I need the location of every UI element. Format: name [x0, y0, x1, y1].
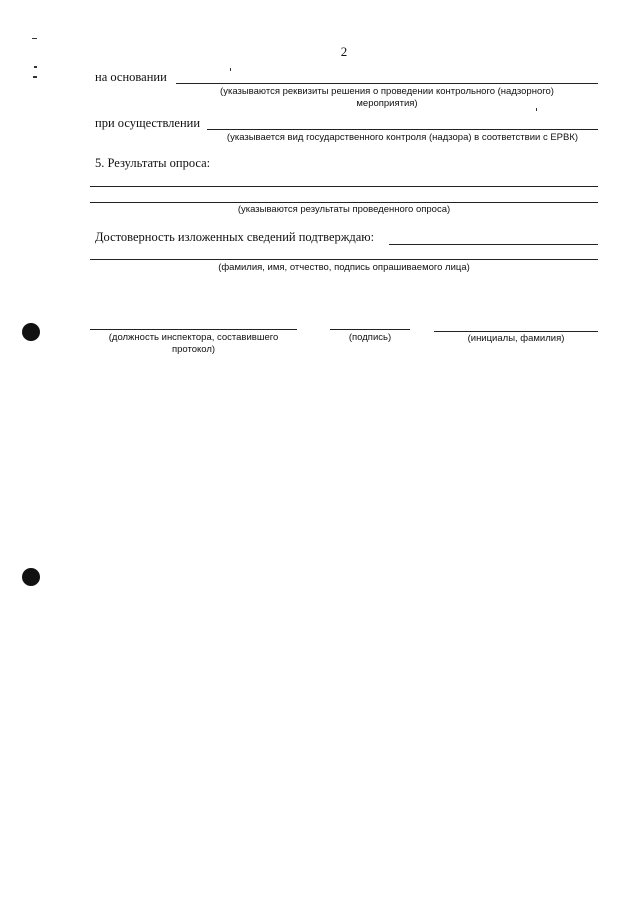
- survey-results-hint: (указываются результаты проведенного опроса): [237, 204, 451, 215]
- scan-speck: [33, 76, 37, 78]
- punch-hole-bottom: [22, 568, 40, 586]
- basis-hint-line1: (указываются реквизиты решения о проведении контрольного (надзорного): [220, 86, 554, 97]
- initials-hint: (инициалы, фамилия): [467, 333, 565, 344]
- confirmation-hint: (фамилия, имя, отчество, подпись опрашиваемого лица): [218, 262, 470, 273]
- conduct-label: при осуществлении: [95, 116, 201, 130]
- punch-hole-top: [22, 323, 40, 341]
- signature-hint: (подпись): [348, 332, 392, 343]
- basis-hint-line2: мероприятия): [356, 98, 418, 109]
- scan-speck: [32, 38, 37, 39]
- confirmation-inline-line: [389, 244, 598, 245]
- conduct-hint: (указывается вид государственного контроля (надзора) в соответствии с ЕРВК): [226, 132, 579, 143]
- confirmation-full-line: [90, 259, 598, 260]
- inspector-line: [90, 329, 297, 330]
- survey-results-line-2: [90, 202, 598, 203]
- scan-speck: [34, 66, 37, 68]
- basis-line: [176, 83, 598, 84]
- confirmation-label: Достоверность изложенных сведений подтверждаю:: [95, 230, 375, 244]
- page-number: 2: [340, 44, 348, 59]
- survey-results-heading: 5. Результаты опроса:: [95, 156, 211, 170]
- inspector-hint-line1: (должность инспектора, составившего: [108, 332, 279, 343]
- initials-line: [434, 331, 598, 332]
- conduct-line: [207, 129, 598, 130]
- basis-label: на основании: [95, 70, 167, 84]
- survey-results-line-1: [90, 186, 598, 187]
- scan-speck: [230, 68, 231, 71]
- signature-line: [330, 329, 410, 330]
- inspector-hint-line2: протокол): [171, 344, 216, 355]
